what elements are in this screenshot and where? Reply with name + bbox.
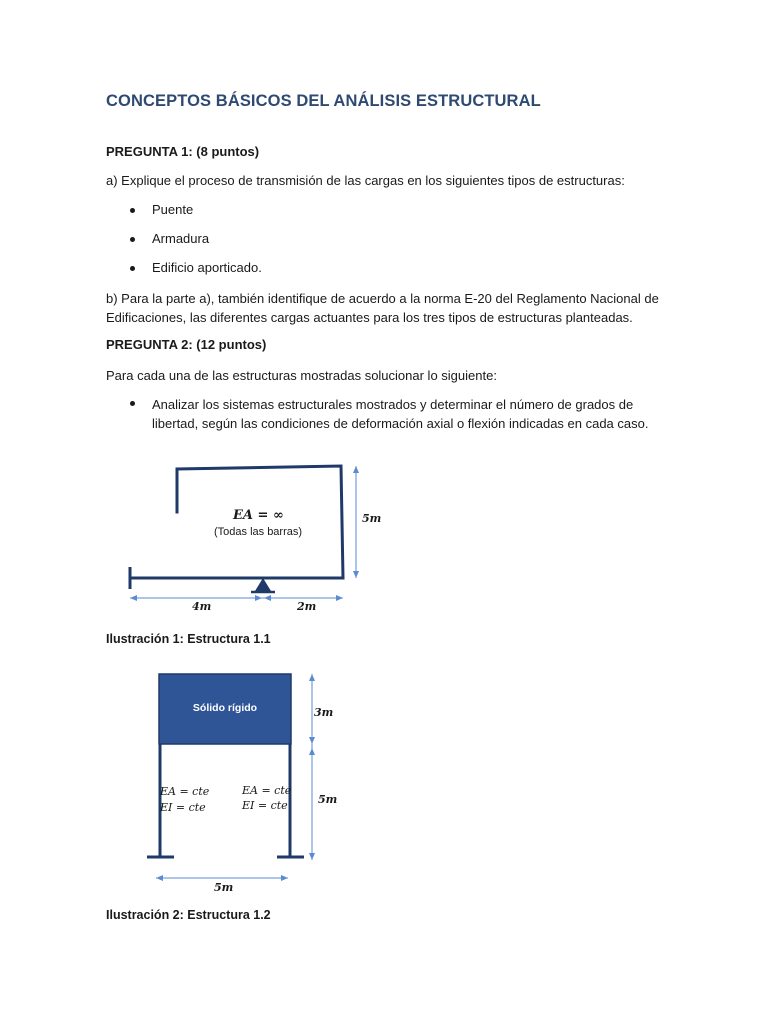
dimension-height-label: 5m bbox=[362, 512, 382, 525]
list-item: Armadura bbox=[152, 231, 210, 246]
right-column-ei: EI = cte bbox=[242, 799, 288, 812]
dimension-height bbox=[353, 466, 359, 578]
dimension-top-label: 3m bbox=[314, 706, 334, 719]
dimension-left-label: 4m bbox=[192, 600, 212, 613]
question-2-heading: PREGUNTA 2: (12 puntos) bbox=[106, 337, 267, 352]
list-item: Edificio aporticado. bbox=[152, 260, 262, 275]
dimension-vertical-2 bbox=[309, 674, 315, 860]
all-bars-note: (Todas las barras) bbox=[214, 526, 303, 538]
right-column-ea: EA = cte bbox=[242, 784, 292, 797]
pin-support-icon bbox=[251, 578, 275, 592]
question-1-heading: PREGUNTA 1: (8 puntos) bbox=[106, 144, 260, 159]
list-item: Puente bbox=[152, 202, 194, 217]
question-2-bullet-line-2: libertad, según las condiciones de deformación axial o flexión indicadas en cada caso. bbox=[152, 416, 649, 431]
figure-1-caption: Ilustración 1: Estructura 1.1 bbox=[106, 632, 271, 646]
question-1-part-b-line-1: b) Para la parte a), también identifique de acuerdo a la norma E-20 del Reglamento Nacional de bbox=[106, 291, 659, 306]
figure-2-caption: Ilustración 2: Estructura 1.2 bbox=[106, 908, 271, 922]
left-column-ea: EA = cte bbox=[160, 785, 210, 798]
question-1-part-b-line-2: Edificaciones, las diferentes cargas actuantes para los tres tipos de estructuras planteadas. bbox=[106, 310, 633, 325]
rigid-solid-label: Sólido rígido bbox=[192, 702, 258, 714]
dimension-bottom-label: 5m bbox=[318, 793, 338, 806]
left-column-ei: EI = cte bbox=[160, 801, 206, 814]
dimension-right-label: 2m bbox=[297, 600, 317, 613]
question-1-part-a: a) Explique el proceso de transmisión de las cargas en los siguientes tipos de estructuras: bbox=[106, 173, 625, 188]
dimension-width-label: 5m bbox=[214, 881, 234, 894]
question-2-bullet-line-1: Analizar los sistemas estructurales mostrados y determinar el número de grados de bbox=[152, 397, 634, 412]
page-title: CONCEPTOS BÁSICOS DEL ANÁLISIS ESTRUCTURAL bbox=[106, 92, 541, 110]
ea-infinity-label: EA = ∞ bbox=[233, 508, 284, 523]
question-2-intro: Para cada una de las estructuras mostradas solucionar lo siguiente: bbox=[106, 368, 497, 383]
